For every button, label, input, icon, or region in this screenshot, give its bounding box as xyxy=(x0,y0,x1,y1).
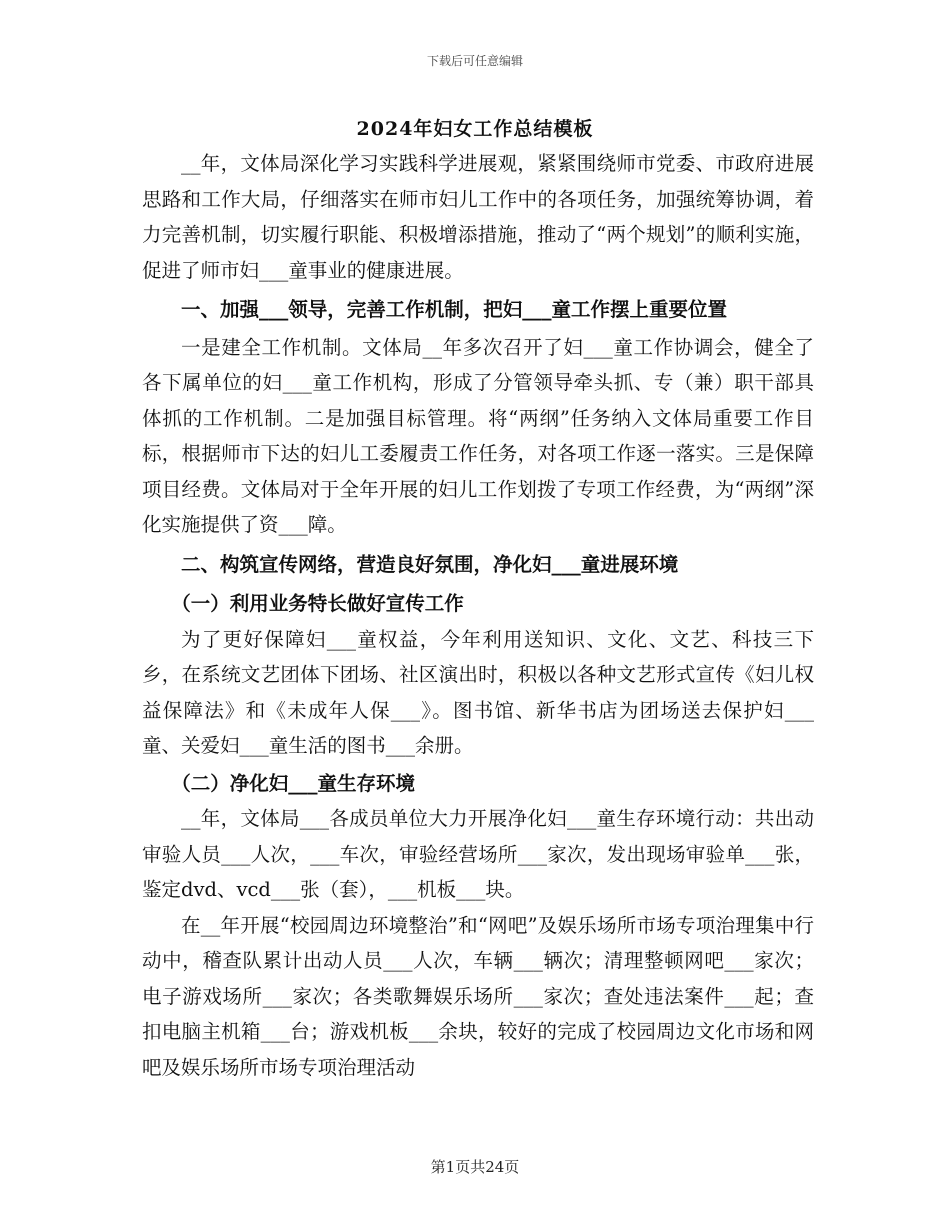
subsection-1-heading: （一）利用业务特长做好宣传工作 xyxy=(171,592,464,615)
subsection-2-paragraph-1: __年，文体局___各成员单位大力开展净化妇___童生存环境行动：共出动审验人员___人次，___车次，审验经营场所___家次，发出现场审验单___张，鉴定dvd、vcd___张（套），___机板___块。 xyxy=(142,807,814,901)
intro-paragraph: __年，文体局深化学习实践科学进展观，紧紧围绕师市党委、市政府进展思路和工作大局，仔细落实在师市妇儿工作中的各项任务，加强统筹协调，着力完善机制，切实履行职能、积极增添措施，推动了“两个规划”的顺利实施，促进了师市妇___童事业的健康进展。 xyxy=(142,152,814,282)
subsection-1-paragraph: 为了更好保障妇___童权益，今年利用送知识、文化、文艺、科技三下乡，在系统文艺团体下团场、社区演出时，积极以各种文艺形式宣传《妇儿权益保障法》和《未成年人保___》。图书馆、新华书店为团场送去保护妇___童、关爱妇___童生活的图书___余册。 xyxy=(142,627,814,757)
document-title: 2024年妇女工作总结模板 xyxy=(356,118,594,140)
page-indicator: 第1页共24页 xyxy=(430,1158,520,1176)
section-1-paragraph: 一是建全工作机制。文体局__年多次召开了妇___童工作协调会，健全了各下属单位的妇___童工作机构，形成了分管领导牵头抓、专（兼）职干部具体抓的工作机制。二是加强目标管理。将“两纲”任务纳入文体局重要工作目标，根据师市下达的妇儿工委履责工作任务，对各项工作逐一落实。三是保障项目经费。文体局对于全年开展的妇儿工作划拨了专项工作经费，为“两纲”深化实施提供了资___障。 xyxy=(142,335,814,536)
document-body xyxy=(142,146,814,1085)
section-1-heading: 一、加强___领导，完善工作机制，把妇___童工作摆上重要位置 xyxy=(181,298,728,321)
page-header-note: 下载后可任意编辑 xyxy=(426,54,523,68)
subsection-2-paragraph-2: 在__年开展“校园周边环境整治”和“网吧”及娱乐场所市场专项治理集中行动中，稽查队累计出动人员___人次，车辆___辆次；清理整顿网吧___家次；电子游戏场所___家次；各类歌舞娱乐场所___家次；查处违法案件___起；查扣电脑主机箱___台；游戏机板___余块，较好的完成了校园周边文化市场和网吧及娱乐场所市场专项治理活动 xyxy=(142,913,814,1079)
subsection-2-heading: （二）净化妇___童生存环境 xyxy=(171,771,416,795)
section-2-heading: 二、构筑宣传网络，营造良好氛围，净化妇___童进展环境 xyxy=(181,552,679,576)
